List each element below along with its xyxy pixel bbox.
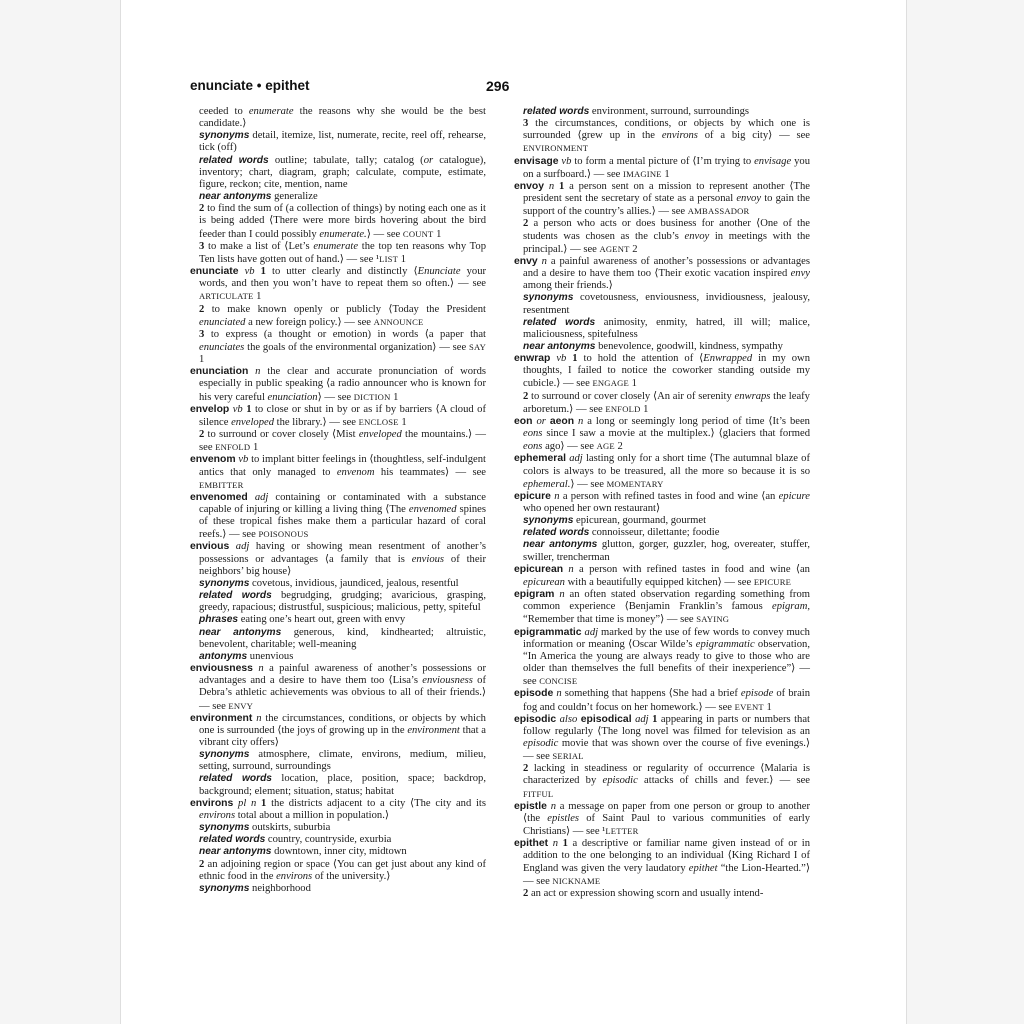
definition-text: to surround or cover closely ⟨Mist enveloped the mountains.⟩ — see ENFOLD 1 (199, 429, 486, 454)
list-label: related words (199, 590, 272, 602)
headword: epigram (514, 589, 555, 601)
word-list (190, 614, 486, 626)
headword: enunciation (190, 366, 249, 378)
definition-text: benevolence, goodwill, kindness, sympathy (598, 340, 783, 352)
headword: envy (514, 255, 538, 267)
cross-reference: ENCLOSE (358, 416, 399, 427)
word-list (190, 846, 486, 858)
definition-text: animosity, enmity, hatred, ill will; malice, maliciousness, spitefulness (523, 316, 810, 340)
list-label: near antonyms (523, 539, 598, 551)
word-list (190, 191, 486, 203)
definition-text: detail, itemize, list, numerate, recite, reel off, rehearse, tick (off) (199, 130, 486, 154)
definition-text: to utter clearly and distinctly ⟨Enunciate your words, and then you won’t have to repeat them so often.⟩ — see ARTICULATE 1 (199, 266, 487, 303)
left-column (190, 106, 486, 895)
part-of-speech: vb (232, 403, 243, 415)
cross-reference: ARTICULATE (199, 291, 254, 302)
part-of-speech: n (550, 800, 556, 812)
cross-reference: COUNT (402, 228, 434, 239)
list-label: related words (199, 154, 269, 166)
dictionary-entry (514, 156, 810, 181)
headword: epicurean (514, 563, 564, 575)
right-column (514, 106, 810, 900)
definition-text: a person with refined tastes in food and wine ⟨an epicurean with a beautifully equipped kitchen⟩ — see EPICURE (523, 563, 810, 588)
definition-text: to find the sum of (a collection of things) by noting each one as it is being added ⟨There were more birds hovering about the bird feeder than I could possibly enumerate.⟩ — see COUNT 1 (199, 203, 486, 240)
list-label: antonyms (199, 650, 248, 662)
definition-text: unenvious (249, 650, 294, 662)
part-of-speech: adj (569, 453, 583, 465)
definition-text: a person sent on a mission to represent another ⟨The president sent the secretary of state as a personal envoy to gain the support of the country’s allies.⟩ — see AMBASSADOR (523, 180, 810, 218)
part-of-speech: n (578, 415, 584, 427)
definition-text: generous, kind, kindhearted; altruistic, benevolent, charitable; well-meaning (199, 626, 487, 650)
cross-reference: AMBASSADOR (687, 206, 750, 217)
definition-text: to make known openly or publicly ⟨Today the President enunciated a new foreign policy.⟩ — see ANNOUNCE (199, 303, 486, 328)
definition-text: containing or contaminated with a substance capable of injuring or killing a living thing ⟨The envenomed spines of these tropical fishes make them a particular hazard of coral reefs.⟩ — see POISONOUS (199, 491, 487, 541)
part-of-speech: vb (244, 266, 255, 278)
sense-number: 2 (199, 203, 205, 215)
definition-text: glutton, gorger, guzzler, hog, overeater, stuffer, swiller, trencherman (523, 539, 810, 563)
word-list (190, 590, 486, 614)
guide-words: enunciate • epithet (190, 78, 310, 93)
definition-text: downtown, inner city, midtown (274, 846, 407, 858)
cross-reference: POISONOUS (258, 529, 309, 540)
headword: envelop (190, 403, 230, 415)
dictionary-entry (190, 713, 486, 749)
part-of-speech: adj (635, 713, 649, 725)
headword: epigrammatic (514, 626, 582, 638)
word-list (190, 749, 486, 773)
cross-reference: CONCISE (539, 676, 578, 687)
headword: envious (190, 541, 230, 553)
sense-number: 2 (523, 218, 529, 230)
sense-line (514, 118, 810, 155)
definition-text: to close or shut in by or as if by barriers ⟨A cloud of silence enveloped the library.⟩ — see ENCLOSE 1 (199, 403, 486, 428)
list-label: synonyms (199, 130, 250, 142)
part-of-speech: n (548, 180, 555, 192)
part-of-speech: vb (238, 454, 249, 466)
dictionary-entry (514, 589, 810, 626)
definition-text: a message on paper from one person or group to another ⟨the epistles of Saint Paul to various communities of early Christians⟩ — see ¹LETTER (523, 800, 810, 838)
definition-text: an often stated observation regarding something from common experience ⟨Benjamin Franklin’s famous epigram, “Remember that time is money”⟩ — see SAYING (523, 589, 810, 626)
cross-reference: EMBITTER (199, 479, 244, 490)
cross-reference: EVENT (734, 701, 764, 712)
sense-number: 3 (199, 240, 205, 252)
part-of-speech: n (568, 563, 574, 575)
dictionary-entry (190, 266, 486, 303)
part-of-speech: pl n (238, 797, 257, 809)
dictionary-entry (514, 688, 810, 713)
part-of-speech: n (255, 366, 261, 378)
definition-text: the districts adjacent to a city ⟨The city and its environs total about a million in population.⟩ (199, 797, 487, 821)
word-list (190, 627, 486, 651)
headword: envoy (514, 180, 545, 192)
cross-reference: SAY (468, 341, 486, 352)
dictionary-entry (190, 366, 486, 403)
sense-number: 2 (199, 303, 205, 315)
list-label: synonyms (523, 292, 574, 304)
definition-text: a painful awareness of another’s possessions or advantages and a desire to have them too ⟨Their exotic vacation inspired envy among their friends.⟩ (523, 255, 810, 292)
part-of-speech: n (552, 838, 558, 850)
page-number: 296 (486, 78, 510, 94)
cross-reference: ENVIRONMENT (523, 143, 589, 154)
dictionary-entry (190, 454, 486, 491)
dictionary-entry (514, 416, 810, 453)
headword: environment (190, 712, 253, 724)
word-list (514, 292, 810, 316)
sense-line (514, 888, 810, 900)
list-label: related words (523, 106, 590, 117)
part-of-speech: n (541, 255, 547, 267)
cross-reference: DICTION (353, 391, 391, 402)
list-label: synonyms (199, 577, 250, 589)
definition-text: a person who acts or does business for another ⟨One of the students was chosen as the club’s envoy in meetings with the principal.⟩ — see AGENT 2 (523, 218, 810, 255)
variant-headword: aeon (549, 415, 575, 427)
word-list (190, 130, 486, 154)
sense-line (190, 859, 486, 883)
cross-reference: ENFOLD (215, 442, 251, 453)
sense-line (190, 203, 486, 240)
headword: epicure (514, 490, 551, 502)
definition-text: the circumstances, conditions, or objects by which one is surrounded ⟨grew up in the environs of a big city⟩ — see ENVIRONMENT (523, 118, 811, 154)
sense-line (190, 106, 486, 130)
sense-line (190, 429, 486, 454)
dictionary-entry (514, 838, 810, 888)
word-list (190, 651, 486, 663)
word-list (514, 515, 810, 527)
cross-reference: AGE (596, 441, 615, 452)
definition-text: an act or expression showing scorn and usually intend- (530, 887, 764, 899)
dictionary-entry (514, 453, 810, 490)
cross-reference: AGENT (599, 243, 630, 254)
definition-text: epicurean, gourmand, gourmet (576, 515, 707, 527)
sense-number: 1 (572, 353, 578, 365)
sense-line (190, 329, 486, 366)
list-label: phrases (199, 614, 239, 626)
definition-text: outskirts, suburbia (252, 822, 331, 834)
headword: enviousness (190, 663, 253, 675)
list-label: related words (199, 773, 272, 785)
definition-text: ceeded to enumerate the reasons why she would be the best candidate.⟩ (199, 106, 486, 130)
definition-text: neighborhood (252, 882, 311, 894)
definition-text: to express (a thought or emotion) in words ⟨a paper that enunciates the goals of the environmental organization⟩ — see SAY 1 (199, 328, 486, 366)
headword: envenom (190, 454, 236, 466)
page-header (190, 78, 830, 98)
part-of-speech: n (559, 589, 565, 601)
sense-number: 2 (523, 763, 529, 775)
definition-text: marked by the use of few words to convey much information or meaning ⟨Oscar Wilde’s epigrammatic observation, “In America the young are always ready to give to those who are older than themselves the full benefits of their inexperience”⟩ — see CONCISE (523, 626, 810, 688)
dictionary-entry (190, 404, 486, 429)
definition-text: to surround or cover closely ⟨An air of serenity enwraps the leafy arboretum.⟩ — see ENFOLD 1 (523, 390, 810, 415)
headword: episode (514, 688, 554, 700)
part-of-speech: n (258, 663, 264, 675)
cross-reference: EPICURE (753, 576, 792, 587)
definition-text: an adjoining region or space ⟨You can get just about any kind of ethnic food in the environs of the university.⟩ (199, 858, 486, 882)
headword: enwrap (514, 353, 551, 365)
cross-reference: MOMENTARY (606, 478, 664, 489)
dictionary-entry (514, 256, 810, 292)
definition-text: to implant bitter feelings in ⟨thoughtless, self-indulgent antics that only managed to envenom his teammates⟩ — see EMBITTER (199, 454, 486, 490)
sense-number: 2 (199, 858, 205, 870)
cross-reference: SAYING (696, 614, 730, 625)
word-list (190, 883, 486, 895)
variant-connector: also (559, 713, 578, 725)
cross-reference: NICKNAME (552, 875, 601, 886)
sense-line (190, 304, 486, 329)
headword: epithet (514, 838, 549, 850)
word-list (514, 341, 810, 353)
dictionary-entry (514, 801, 810, 838)
part-of-speech: n (256, 712, 262, 724)
dictionary-entry (514, 491, 810, 515)
variant-headword: episodical (580, 713, 632, 725)
definition-text: environment, surround, surroundings (591, 106, 750, 117)
definition-text: lasting only for a short time ⟨The autumnal blaze of colors is always to be treasured, all the more so because it is so ephemeral.⟩ — see MOMENTARY (523, 453, 811, 490)
definition-text: eating one’s heart out, green with envy (240, 614, 406, 626)
headword: ephemeral (514, 453, 566, 465)
word-list (514, 527, 810, 539)
definition-text: a person with refined tastes in food and wine ⟨an epicure who opened her own restaurant⟩ (523, 490, 810, 514)
definition-text: generalize (274, 191, 318, 203)
definition-text: lacking in steadiness or regularity of occurrence ⟨Malaria is characterized by episodic attacks of chills and fever.⟩ — see FITFUL (523, 763, 810, 799)
sense-number: 3 (523, 118, 529, 130)
list-label: related words (199, 834, 266, 846)
definition-text: to hold the attention of ⟨Enwrapped in my own thoughts, I failed to notice the coworker standing outside my cubicle.⟩ — see ENGAGE 1 (523, 353, 811, 390)
list-label: synonyms (199, 882, 250, 894)
definition-text: appearing in parts or numbers that follow regularly ⟨The long novel was filmed for television as an episodic movie that was shown over the course of five evenings.⟩ — see SERIAL (523, 713, 810, 763)
sense-number: 1 (246, 403, 252, 415)
part-of-speech: n (556, 688, 562, 700)
cross-reference: ENVY (228, 700, 254, 711)
definition-text: atmosphere, climate, environs, medium, milieu, setting, surround, surroundings (199, 749, 486, 773)
part-of-speech: adj (254, 491, 269, 503)
definition-text: begrudging, grudging; avaricious, grasping, greedy, rapacious; distrustful, suspicious; malicious, petty, spiteful (199, 590, 486, 614)
part-of-speech: adj (584, 626, 599, 638)
definition-text: a painful awareness of another’s possessions or advantages and a desire to have them too ⟨Lisa’s enviousness of Debra’s athletic achievements was obvious to all of their friends.⟩ — see ENVY (199, 663, 486, 712)
word-list (514, 539, 810, 563)
list-label: near antonyms (199, 846, 272, 858)
definition-text: the circumstances, conditions, or objects by which one is surrounded ⟨the joys of growing up in the environment that a vibrant city offers⟩ (199, 712, 486, 748)
dictionary-entry (514, 181, 810, 218)
sense-number: 1 (260, 266, 266, 278)
definition-text: to make a list of ⟨Let’s enumerate the top ten reasons why Top Ten lists have gotten out of hand.⟩ — see ¹LIST 1 (199, 240, 486, 265)
sense-line (514, 391, 810, 416)
sense-number: 1 (558, 180, 565, 192)
sense-line (514, 218, 810, 255)
dictionary-entry (514, 627, 810, 689)
dictionary-entry (514, 564, 810, 589)
part-of-speech: adj (235, 541, 250, 553)
headword: envenomed (190, 491, 248, 503)
sense-line (514, 763, 810, 800)
definition-text: outline; tabulate, tally; catalog (or catalogue), inventory; chart, diagram, graph; calculate, compute, estimate, figure, reckon; cite, mention, name (199, 154, 486, 190)
list-label: synonyms (199, 749, 250, 761)
definition-text: a descriptive or familiar name given instead of or in addition to the one belonging to an individual ⟨King Richard I of England was given the very laudatory epithet “the Lion-Hearted.”⟩ — see NICKNAME (523, 838, 810, 887)
headword: eon (514, 415, 533, 427)
word-list (190, 155, 486, 191)
cross-reference: ENGAGE (592, 378, 629, 389)
dictionary-entry (514, 714, 810, 764)
word-list (514, 317, 810, 341)
headword: episodic (514, 713, 557, 725)
cross-reference: FITFUL (523, 788, 554, 799)
variant-connector: or (536, 415, 546, 427)
word-list (190, 773, 486, 797)
definition-text: having or showing mean resentment of another’s possessions or advantages ⟨a family that is envious of their neighbors’ big house⟩ (199, 541, 487, 577)
dictionary-entry (190, 541, 486, 577)
definition-text: covetous, invidious, jaundiced, jealous, resentful (252, 577, 459, 589)
dictionary-entry (190, 663, 486, 713)
definition-text: a long or seemingly long period of time ⟨It’s been eons since I saw a movie at the multiplex.⟩ ⟨glaciers that formed eons ago⟩ — see AGE 2 (523, 415, 810, 453)
headword: environs (190, 797, 234, 809)
part-of-speech: vb (556, 353, 567, 365)
list-label: synonyms (523, 515, 574, 527)
list-label: related words (523, 316, 596, 328)
sense-number: 3 (199, 328, 205, 340)
word-list (514, 106, 810, 118)
dictionary-entry (190, 798, 486, 822)
word-list (190, 834, 486, 846)
cross-reference: ANNOUNCE (373, 316, 424, 327)
list-label: near antonyms (523, 340, 596, 352)
headword: envisage (514, 155, 559, 167)
definition-text: something that happens ⟨She had a brief episode of brain fog and couldn’t focus on her homework.⟩ — see EVENT 1 (523, 688, 811, 713)
definition-text: covetousness, enviousness, invidiousness, jealousy, resentment (523, 292, 810, 316)
sense-number: 2 (199, 429, 205, 441)
cross-reference: IMAGINE (623, 168, 662, 179)
headword: enunciate (190, 266, 239, 278)
definition-text: country, countryside, exurbia (267, 834, 392, 846)
cross-reference: SERIAL (552, 751, 584, 762)
definition-text: location, place, position, space; backdrop, background; element; situation, status; habitat (199, 773, 486, 797)
part-of-speech: vb (561, 155, 572, 167)
definition-text: the clear and accurate pronunciation of words especially in public speaking ⟨a radio announcer who is known for his very careful enunciation⟩ — see DICTION 1 (199, 366, 486, 403)
dictionary-entry (514, 353, 810, 390)
sense-number: 1 (652, 713, 658, 725)
sense-number: 2 (523, 887, 529, 899)
sense-number: 1 (562, 838, 568, 850)
part-of-speech: n (554, 490, 560, 502)
sense-number: 2 (523, 390, 529, 402)
list-label: near antonyms (199, 626, 282, 638)
list-label: related words (523, 527, 590, 539)
sense-line (190, 241, 486, 266)
cross-reference: LETTER (605, 826, 639, 837)
sense-number: 1 (261, 797, 267, 809)
definition-text: to form a mental picture of ⟨I’m trying to envisage you on a surfboard.⟩ — see IMAGINE 1 (523, 155, 810, 180)
cross-reference: ENFOLD (605, 403, 641, 414)
list-label: synonyms (199, 822, 250, 834)
definition-text: connoisseur, dilettante; foodie (591, 527, 720, 539)
dictionary-entry (190, 492, 486, 542)
cross-reference: LIST (379, 253, 399, 264)
word-list (190, 578, 486, 590)
list-label: near antonyms (199, 191, 272, 203)
headword: epistle (514, 800, 547, 812)
word-list (190, 822, 486, 834)
